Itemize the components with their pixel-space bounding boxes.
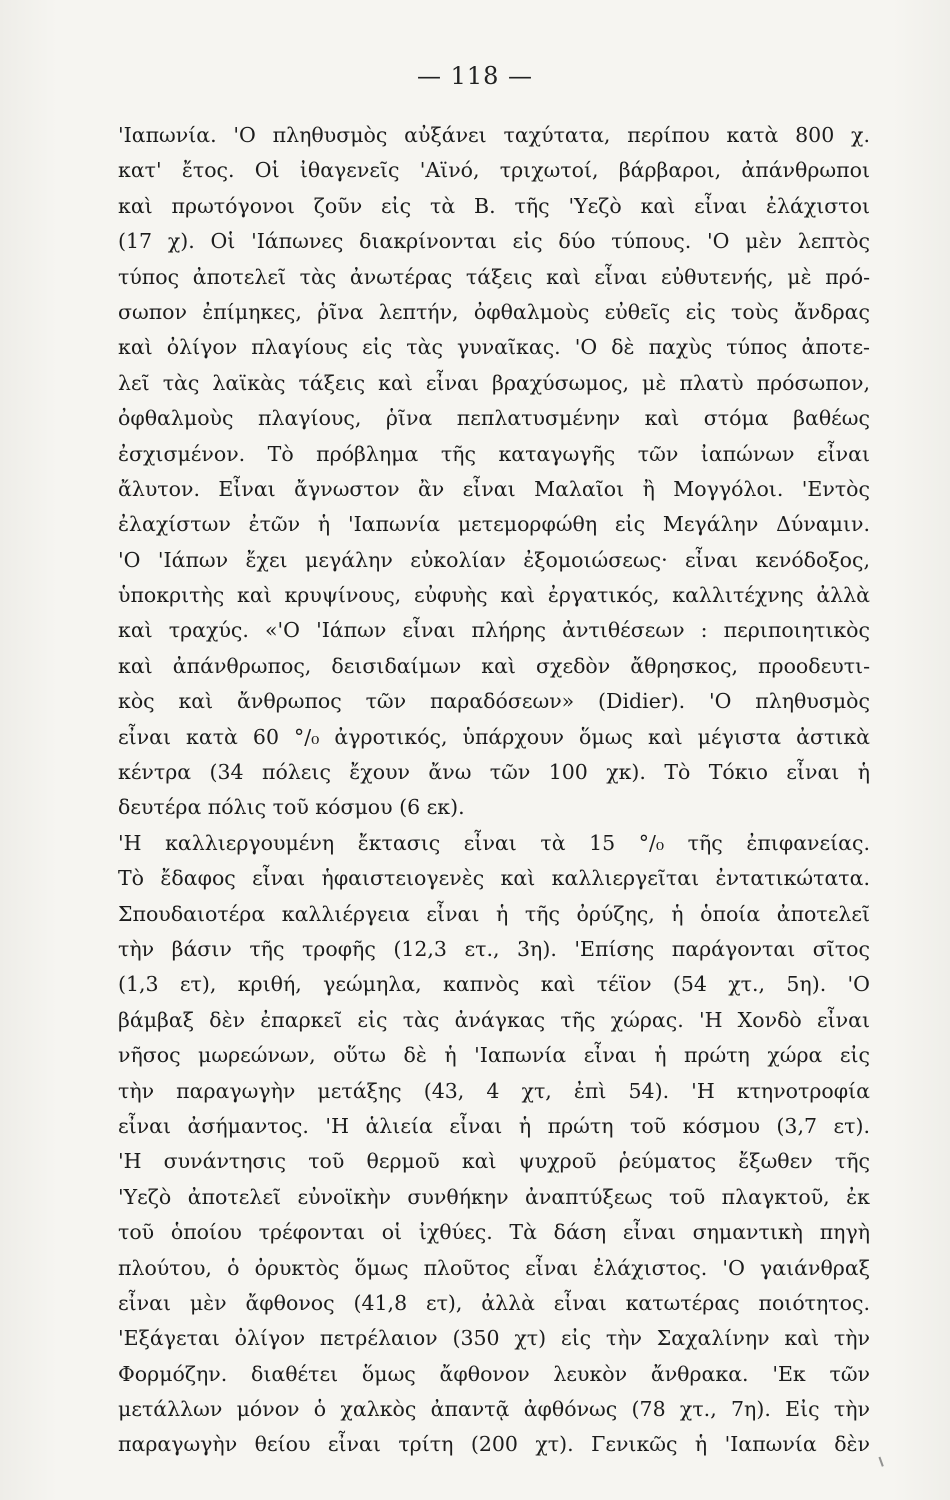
text-line: καὶ πρωτόγονοι ζοῦν εἰς τὰ Β. τῆς 'Υεζὸ καὶ εἶναι ἐλάχιστοι [118, 193, 870, 218]
text-line: 'Η συνάντησις τοῦ θερμοῦ καὶ ψυχροῦ ῥεύματος ἔξωθεν τῆς [118, 1149, 870, 1174]
text-line: ἐλαχίστων ἐτῶν ἡ 'Ιαπωνία μετεμορφώθη εἰς Μεγάλην Δύναμιν. [118, 512, 870, 537]
text-line: (1,3 ετ), κριθή, γεώμηλα, καπνὸς καὶ τέϊον (54 χτ., 5η). 'Ο [118, 972, 870, 997]
text-line: 'Εξάγεται ὀλίγον πετρέλαιον (350 χτ) εἰς τὴν Σαχαλίνην καὶ τὴν [118, 1326, 870, 1351]
text-line: μετάλλων μόνον ὁ χαλκὸς ἀπαντᾷ ἀφθόνως (78 χτ., 7η). Εἰς τὴν [118, 1397, 870, 1422]
text-line: πλούτου, ὁ ὀρυκτὸς ὅμως πλοῦτος εἶναι ἐλάχιστος. 'Ο γαιάνθραξ [118, 1255, 870, 1280]
text-line: 'Υεζὸ ἀποτελεῖ εὐνοϊκὴν συνθήκην ἀναπτύξεως τοῦ πλαγκτοῦ, ἐκ [118, 1184, 870, 1209]
text-line: ἐσχισμένον. Τὸ πρόβλημα τῆς καταγωγῆς τῶν ἰαπώνων εἶναι [118, 441, 870, 466]
text-line: κὸς καὶ ἄνθρωπος τῶν παραδόσεων» (Didier). 'Ο πληθυσμὸς [118, 689, 870, 714]
paper-speck-mark [878, 1455, 887, 1466]
text-line: 'Η καλλιεργουμένη ἔκτασις εἶναι τὰ 15 °/₀ τῆς ἐπιφανείας. [118, 830, 870, 855]
text-line: τὴν βάσιν τῆς τροφῆς (12,3 ετ., 3η). 'Επίσης παράγονται σῖτος [118, 936, 870, 961]
text-line: καὶ ἀπάνθρωπος, δεισιδαίμων καὶ σχεδὸν ἄθρησκος, προοδευτι- [118, 653, 870, 678]
text-line: σωπον ἐπίμηκες, ῥῖνα λεπτήν, ὀφθαλμοὺς εὐθεῖς εἰς τοὺς ἄνδρας [118, 299, 870, 324]
text-line: νῆσος μωρεώνων, οὕτω δὲ ἡ 'Ιαπωνία εἶναι ἡ πρώτη χώρα εἰς [118, 1043, 870, 1068]
text-line: Φορμόζην. διαθέτει ὅμως ἄφθονον λευκὸν ἄνθρακα. 'Εκ τῶν [118, 1361, 870, 1386]
text-line: εἶναι ἀσήμαντος. 'Η ἁλιεία εἶναι ἡ πρώτη τοῦ κόσμου (3,7 ετ). [118, 1113, 870, 1138]
text-line: Σπουδαιοτέρα καλλιέργεια εἶναι ἡ τῆς ὀρύζης, ἡ ὁποία ἀποτελεῖ [118, 901, 870, 926]
text-line: ἄλυτον. Εἶναι ἄγνωστον ἂν εἶναι Μαλαῖοι ἢ Μογγόλοι. 'Εντὸς [118, 476, 870, 501]
text-line: (17 χ). Οἱ 'Ιάπωνες διακρίνονται εἰς δύο τύπους. 'Ο μὲν λεπτὸς [118, 229, 870, 254]
text-line: Τὸ ἔδαφος εἶναι ἡφαιστειογενὲς καὶ καλλιεργεῖται ἐντατικώτατα. [118, 866, 870, 891]
text-line: 'Ο 'Ιάπων ἔχει μεγάλην εὐκολίαν ἐξομοιώσεως· εἶναι κενόδοξος, [118, 547, 870, 572]
text-line: κέντρα (34 πόλεις ἔχουν ἄνω τῶν 100 χκ). Τὸ Τόκιο εἶναι ἡ [118, 760, 870, 785]
text-line: ὑποκριτὴς καὶ κρυψίνους, εὐφυὴς καὶ ἐργατικός, καλλιτέχνης ἀλλὰ [118, 583, 870, 608]
text-line: 'Ιαπωνία. 'Ο πληθυσμὸς αὐξάνει ταχύτατα, περίπου κατὰ 800 χ. [118, 123, 870, 147]
text-line: λεῖ τὰς λαϊκὰς τάξεις καὶ εἶναι βραχύσωμος, μὲ πλατὺ πρόσωπον, [118, 370, 870, 395]
text-line: τοῦ ὁποίου τρέφονται οἱ ἰχθύες. Τὰ δάση εἶναι σημαντικὴ πηγὴ [118, 1220, 870, 1245]
text-line: καὶ τραχύς. «'Ο 'Ιάπων εἶναι πλήρης ἀντιθέσεων : περιποιητικὸς [118, 618, 870, 643]
text-line: καὶ ὀλίγον πλαγίους εἰς τὰς γυναῖκας. 'Ο δὲ παχὺς τύπος ἀποτε- [118, 335, 870, 360]
text-line: βάμβαξ δὲν ἐπαρκεῖ εἰς τὰς ἀνάγκας τῆς χώρας. 'Η Χονδὸ εἶναι [118, 1007, 870, 1032]
text-line: κατ' ἔτος. Οἱ ἰθαγενεῖς 'Αϊνό, τριχωτοί, βάρβαροι, ἀπάνθρωποι [118, 158, 870, 183]
text-line: εἶναι μὲν ἄφθονος (41,8 ετ), ἀλλὰ εἶναι κατωτέρας ποιότητος. [118, 1290, 870, 1315]
text-line: τύπος ἀποτελεῖ τὰς ἀνωτέρας τάξεις καὶ εἶναι εὐθυτενής, μὲ πρό- [118, 264, 870, 289]
page-number: — 118 — [416, 62, 534, 90]
body-text [118, 118, 870, 1463]
text-line: ὀφθαλμοὺς πλαγίους, ῥῖνα πεπλατυσμένην καὶ στόμα βαθέως [118, 406, 870, 431]
text-line-paragraph-end: δευτέρα πόλις τοῦ κόσμου (6 εκ). [118, 795, 465, 820]
text-line: εἶναι κατὰ 60 °/₀ ἀγροτικός, ὑπάρχουν ὅμως καὶ μέγιστα ἀστικὰ [118, 724, 870, 749]
text-line: τὴν παραγωγὴν μετάξης (43, 4 χτ, ἐπὶ 54). 'Η κτηνοτροφία [118, 1078, 870, 1103]
text-line: παραγωγὴν θείου εἶναι τρίτη (200 χτ). Γενικῶς ἡ 'Ιαπωνία δὲν [118, 1432, 870, 1457]
